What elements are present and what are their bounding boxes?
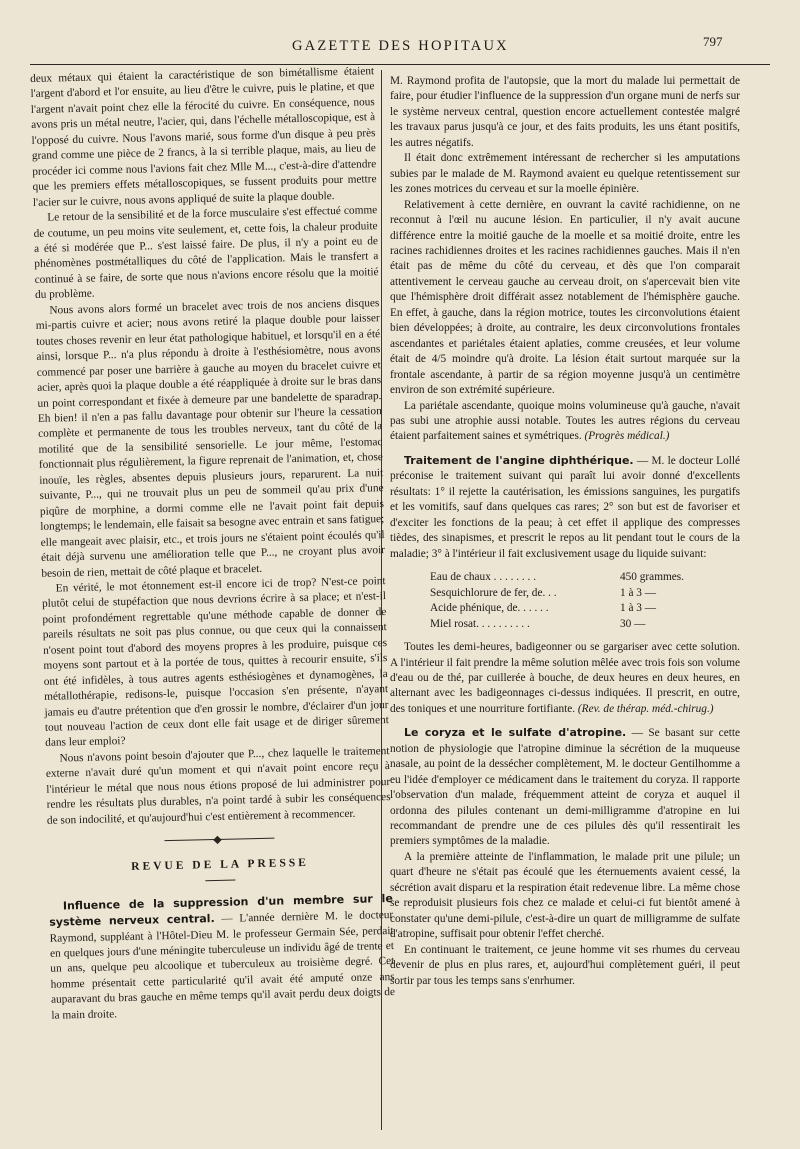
ingredient: Miel rosat. . . . . . . . . . [430, 617, 530, 630]
ingredient: Eau de chaux . . . . . . . . [430, 571, 537, 584]
source-citation: (Progrès médical.) [584, 430, 670, 443]
quantity: 1 à 3 — [620, 602, 657, 615]
formula-row [430, 586, 710, 602]
article-paragraph [49, 891, 396, 1024]
formula-table [430, 570, 710, 632]
article-body: — Se basant sur cette notion de physiologie que l'atropine diminue la sécrétion de la muqueuse nasale, au point de la dessécher complètement, M. le docteur Gentilhomme a eu l'idée d'employer ce médicament dans le traitement du coryza. Il rapporte l'observation d'un malade, fréquemment atteint de coryza et auquel il ordonna des pilules contenant un demi-milligramme d'atropine en lui recommandant de prendre une de ces pilules dès qu'il ressentirait les premiers symptômes de la maladie. [390, 727, 740, 848]
paragraph: A la première atteinte de l'inflammation, le malade prit une pilule; un quart d'heure ne s'était pas écoulé que les éternuements avaient cessé, la sécrétion avait disparu et la respiration était redevenue libre. La même chose se reproduisit plusieurs fois chez ce malade et celui-ci fut bientôt amené à constater qu'une demi-pilule, c'est-à-dire un quart de milligramme de sulfate d'atropine, suffisait pour obtenir l'effet cherché. [390, 850, 740, 941]
paragraph-text: La pariétale ascendante, quoique moins volumineuse qu'à gauche, n'avait pas subi une atrophie aussi notable. Toutes les autres régions du cerveau étaient parfaitement saines et symétriques. [390, 399, 740, 443]
paragraph [390, 399, 740, 445]
article-body: — M. le docteur Lollé préconise le traitement suivant qui paraît lui avoir donné d'excellents résultats: 1° il rejette la cautérisation, les émissions sanguines, les purgatifs et les vomitifs, sauf dans quelques cas rares; 2° son but est de favoriser et d'exciter les fonctions de la peau; à cet effet il applique des compresses tièdes, des sinapismes, et prescrit le repos au lit pendant tout le cours de la maladie; 3° à l'intérieur il fait exclusivement usage du liquide suivant: [390, 454, 741, 560]
paragraph: En continuant le traitement, ce jeune homme vit ses rhumes du cerveau devenir de plus en plus rares, et, aujourd'hui complètement guéri, il peut sortir par tous les temps sans s'enrhumer. [390, 943, 740, 987]
title-rule [205, 879, 235, 881]
paragraph [390, 640, 740, 717]
running-title: GAZETTE DES HOPITAUX [292, 38, 509, 54]
page-header [0, 32, 800, 62]
formula-row [430, 570, 710, 586]
section-separator [164, 838, 274, 841]
paragraph: deux métaux qui étaient la caractéristique de son bimétallisme étaient l'argent d'abord et l'or ensuite, au lieu d'être le cuivre, puis le platine, et que l'argent n'avait point chez elle la férocité du cuivre. En conséquence, nous avons pris un métal neutre, l'acier, qui, dans l'échelle métalloscopique, est à l'opposé du cuivre. Nous l'avons marié, sous forme d'un disque à peu près grand comme une pièce de 2 francs, à la si terrible plaque, mais, au lieu de procéder ici comme nous l'avions fait chez Mlle M..., c'est-à-dire d'attendre que les premiers effets métalloscopiques, se fussent produits pour mettre l'acier sur le cuivre, nous avons appliqué de suite la plaque double. [30, 65, 377, 209]
quantity: 30 — [620, 617, 646, 630]
paragraph: Nous avons alors formé un bracelet avec trois de nos anciens disques mi-partis cuivre et acier; nous avons retiré la plaque double pour laisser toutes choses revenir en leur état pathologique habituel, et lorsqu'il en a été ainsi, lorsque P... n'a plus répondu à droite à l'esthésiomètre, nous avons commencé par poser une barrière à gauche au moyen du bracelet cuivre et acier, après quoi la plaque double a été réappliquée à droite sur le bras dans un point correspondant et fixée à demeure par une bandelette de sparadrap. Eh bien! il n'en a pas fallu davantage pour obtenir sur l'heure la cessation complète et permanente de tous les troubles nerveux, tant du côté de la motilité que de la sensibilité sensorielle. Le jour même, l'estomac fonctionnait plus régulièrement, la figure reprenait de l'animation, et, chose inouïe, les règles, absentes depuis plusieurs jours, reparurent. La nuit suivante, P..., qui ne trouvait plus un peu de sommeil qu'au prix d'une piqûre de morphine, a dormi comme elle ne l'avait point fait depuis longtemps; le lendemain, elle faisait sa besogne avec entrain et sans fatigue; elle mangeait avec plaisir, etc., et trois jours ne s'étaient point écoulés qu'il était déjà survenu une amélioration telle que P..., ne croyant plus avoir besoin de rien, mettait de côté plaque et bracelet. [35, 296, 386, 580]
paragraph: M. Raymond profita de l'autopsie, que la mort du malade lui permettait de faire, pour étudier l'influence de la suppression d'un organe muni de nerfs sur le système nerveux central, question encore actuellement contestée malgré les travaux parus jusqu'à ce jour, et des faits produits, les uns étant positifs, les autres négatifs. [390, 75, 740, 149]
formula-row [430, 601, 710, 617]
article-title: Traitement de l'angine diphthérique. [404, 453, 634, 467]
spacer [390, 445, 740, 453]
quantity: 450 grammes. [620, 571, 685, 584]
ingredient: Sesquichlorure de fer, de. . . [430, 586, 557, 599]
paragraph: Le retour de la sensibilité et de la force musculaire s'est effectué comme de coutume, un peu moins vite seulement, et, cette fois, la chaleur produite a été si modérée que P... s'est laissé faire. De plus, il n'y a point eu de phénomènes postmétalliques du côté de l'application. Mais le transfert a continué à se faire, de sorte que nous n'avions encore résolu que la moitié du problème. [33, 204, 379, 302]
article-paragraph [390, 725, 740, 850]
article-body: — L'année dernière M. le docteur Raymond, suppléant à l'Hôtel-Dieu M. le professeur Germain Sée, perdait en quelques jours d'une méningite tuberculeuse un individu âgé de trente et un ans, quelque peu alcoolique et tuberculeux au troisième degré. Cet homme présentait cette particularité qu'il avait été amputé onze ans auparavant du bras gauche en même temps qu'il avait perdu deux doigts de la main droite. [49, 909, 396, 1022]
source-citation: (Rev. de thérap. méd.-chirug.) [577, 702, 714, 715]
page-number: 797 [703, 34, 723, 49]
quantity: 1 à 3 — [620, 586, 657, 599]
formula-row [430, 617, 710, 633]
paragraph-text: Toutes les demi-heures, badigeonner ou se gargariser avec cette solution. A l'intérieur il fait prendre la même solution mêlée avec trois fois son volume d'eau ou de thé, par cuillerée à bouche, de deux heures en deux heures, en alternant avec les badigeonnages ci-dessus indiquées. Il prescrit, en outre, des toniques et une nourriture fortifiante. [390, 641, 740, 715]
header-rule [30, 64, 770, 65]
spacer [390, 717, 740, 725]
article-title: Le coryza et le sulfate d'atropine. [404, 726, 627, 740]
article-title: Influence de la suppression d'un membre sur le système nerveux central. [49, 891, 393, 929]
section-title: REVUE DE LA PRESSE [131, 857, 309, 874]
ingredient: Acide phénique, de. . . . . . [430, 602, 549, 615]
right-column [390, 74, 740, 989]
paragraph: En vérité, le mot étonnement est-il encore ici de trop? N'est-ce point plutôt celui de stupéfaction que nous devrions écrire à sa place; et n'est-il point profondément regrettable qu'une méthode capable de donner de pareils résultats ne soit pas plus connue, ou que ceux qui la connaissent n'osent point tout d'abord des moyens propres à les produire, puisque ces moyens sont partout et à la portée de tous, quittes à recourir ensuite, s'ils ont été infidèles, à tous autres agents esthésiogènes et dynamogènes, la métallothérapie, redisons-le, puisque l'occasion s'en présente, n'ayant jamais eu d'autre prétention que d'en grossir le nombre, d'éclairer d'un jour tout nouveau l'action de ceux dont elle fait usage et de diriger sûrement dans leur emploi? [41, 575, 389, 750]
paragraph: Il était donc extrêmement intéressant de rechercher si les amputations subies par le malade de M. Raymond avaient eu quelque retentissement sur les zones motrices du cerveau et sur la moelle épinière. [390, 152, 740, 196]
paragraph: Relativement à cette dernière, en ouvrant la cavité rachidienne, on ne reconnut à l'œil nu aucune lésion. En particulier, il n'y avait aucune différence entre la moitié gauche de la moelle et sa moitié droite, entre les racines rachidiennes droites et les racines rachidiennes gauches. Mais il n'en était pas de même du côté du cerveau, et dès que l'on comparait attentivement le cerveau gauche au cerveau droit, on s'apercevait bien vite que l'hémisphère droit différait assez notablement de l'hémisphère gauche. En effet, à gauche, dans la région motrice, toutes les circonvolutions étaient bien développées; à droite, au contraire, les deux circonvolutions frontales ascendantes et pariétales étaient aplaties, comme creusées, et leur volume était de 4/5 moindre qu'à droite. La lésion était surtout marquée sur la frontale ascendante, à partir de sa région moyenne jusqu'à un centimètre environ de son extrémité supérieure. [390, 198, 740, 397]
paragraph: Nous n'avons point besoin d'ajouter que P..., chez laquelle le traitement externe n'avait duré qu'un moment et qui n'avait point encore reçu à l'intérieur le métal que nous nous étions proposé de lui administrer pour rendre les résultats plus durables, n'a point tardé à subir les conséquences de son indocilité, et qu'aujourd'hui c'est entièrement à recommencer. [45, 744, 391, 827]
left-column [30, 64, 396, 1024]
article-paragraph [390, 453, 740, 562]
